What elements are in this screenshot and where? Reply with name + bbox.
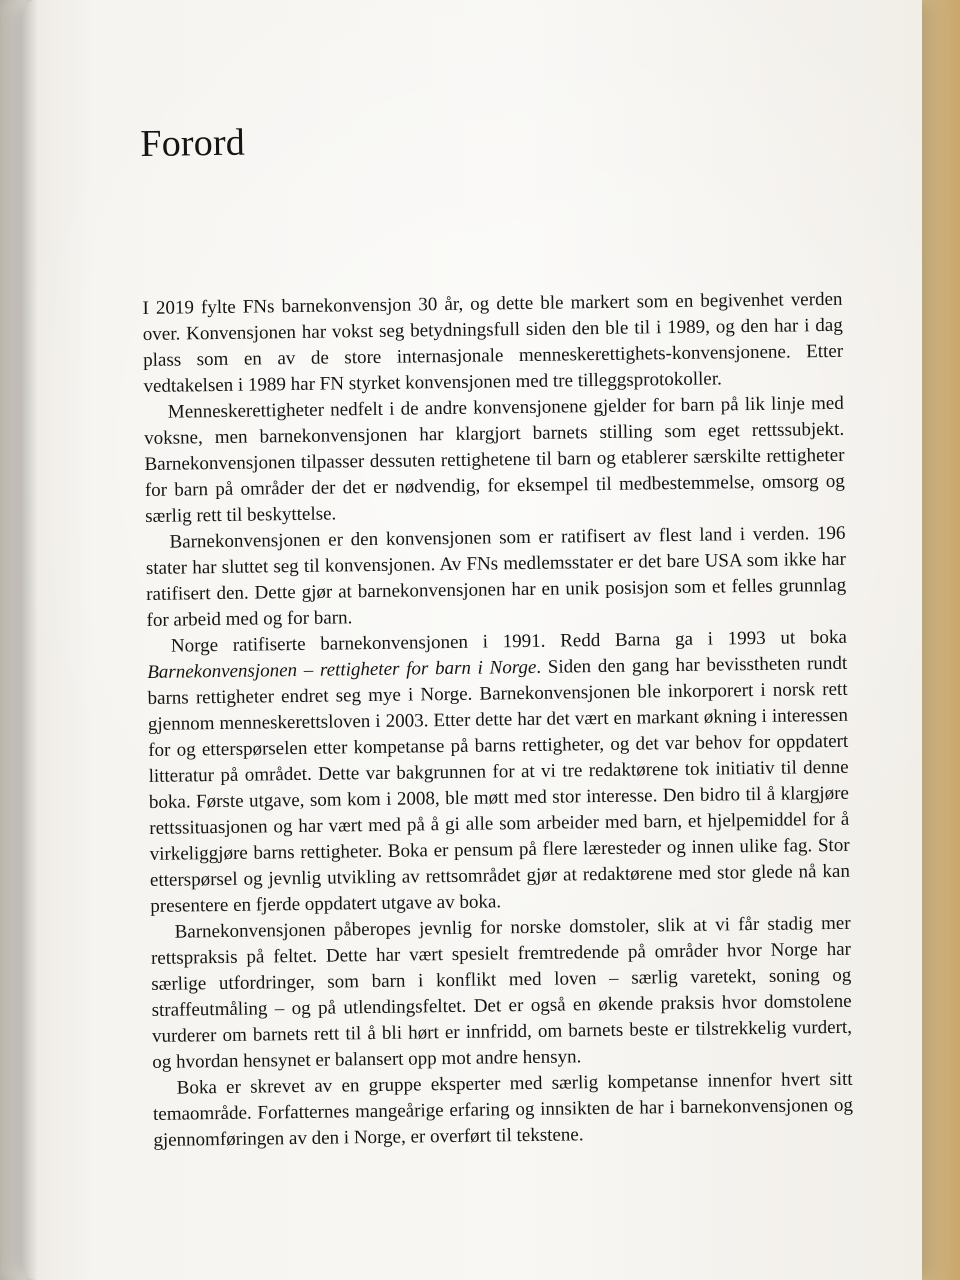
book-title-italic: Barnekonvensjonen – rettigheter for barn i Norge	[147, 656, 537, 683]
paragraph-6: Boka er skrevet av en gruppe eksperter med særlig kompetanse innenfor hvert sitt temaområde. Forfatternes mangeårige erfaring og innsikten de har i barnekonvensjonen og gjennomføringen av den i Norge, er overført til tekstene.	[152, 1068, 854, 1151]
foreword-body	[142, 287, 853, 1154]
paragraph-5: Barnekonvensjonen påberopes jevnlig for norske domstoler, slik at vi får stadig mer rettspraksis på feltet. Dette har vært spesielt fremtredende på områder hvor Norge har særlige utfordringer, som barn i konflikt med loven – særlig varetekt, soning og straffeutmåling – og på utlendingsfeltet. Det er også en økende praksis hvor domstolene vurderer om barnets rett til å bli hørt er innfridd, om barnets beste er tilstrekkelig vurdert, og hvordan hensynet er balansert opp mot andre hensyn.	[150, 912, 853, 1073]
paragraph-3: Barnekonvensjonen er den konvensjonen som er ratifisert av flest land i verden. 196 stater har sluttet seg til konvensjonen. Av FNs medlemsstater er det bare USA som ikke har ratifisert den. Dette gjør at barnekonvensjonen har en unik posisjon som et felles grunnlag for arbeid med og for barn.	[145, 522, 847, 631]
page-title: Forord	[140, 121, 246, 165]
foreword-content	[140, 109, 854, 1154]
paragraph-4-end: . Siden den gang har bevisstheten rundt barns rettigheter endret seg mye i Norge. Barnekonvensjonen ble inkorporert i norsk rett gjennom menneskerettsloven i 2003. Etter dette har det vært en markant økning i interessen for og etterspørselen etter kompetanse på barns rettigheter, og det var behov for oppdatert litteratur på området. Dette var bakgrunnen for at vi tre redaktørene tok initiativ til denne boka. Første utgave, som kom i 2008, ble møtt med stor interesse. Den bidro til å klargjøre rettssituasjonen og har vært med på å gi alle som arbeider med barn, et hjelpemiddel for å virkeliggjøre barns rettigheter. Boka er pensum på flere læresteder og innen ulike fag. Stor etterspørsel og jevnlig utvikling av rettsområdet gjør at redaktørene med stor glede nå kan presentere en fjerde oppdatert utgave av boka.	[147, 652, 851, 917]
book-page	[22, 0, 922, 1280]
paragraph-4-start: Norge ratifiserte barnekonvensjonen i 1991. Redd Barna ga i 1993 ut boka	[170, 626, 847, 657]
paragraph-1: I 2019 fylte FNs barnekonvensjon 30 år, og dette ble markert som en begivenhet verden over. Konvensjonen har vokst seg betydningsfull siden den ble til i 1989, og den har i dag plass som en av de store internasjonale menneskerettighets-konvensjonene. Etter vedtakelsen i 1989 har FN styrket konvensjonen med tre tilleggsprotokoller.	[142, 288, 844, 397]
paragraph-2: Menneskerettigheter nedfelt i de andre konvensjonene gjelder for barn på lik linje med voksne, men barnekonvensjonen har klargjort barnets stilling som eget rettssubjekt. Barnekonvensjonen tilpasser dessuten rettighetene til barn og etablerer særskilte rettigheter for barn på områder der det er nødvendig, for eksempel til medbestemmelse, omsorg og særlig rett til beskyttelse.	[144, 392, 845, 527]
paragraph-4	[147, 625, 851, 920]
